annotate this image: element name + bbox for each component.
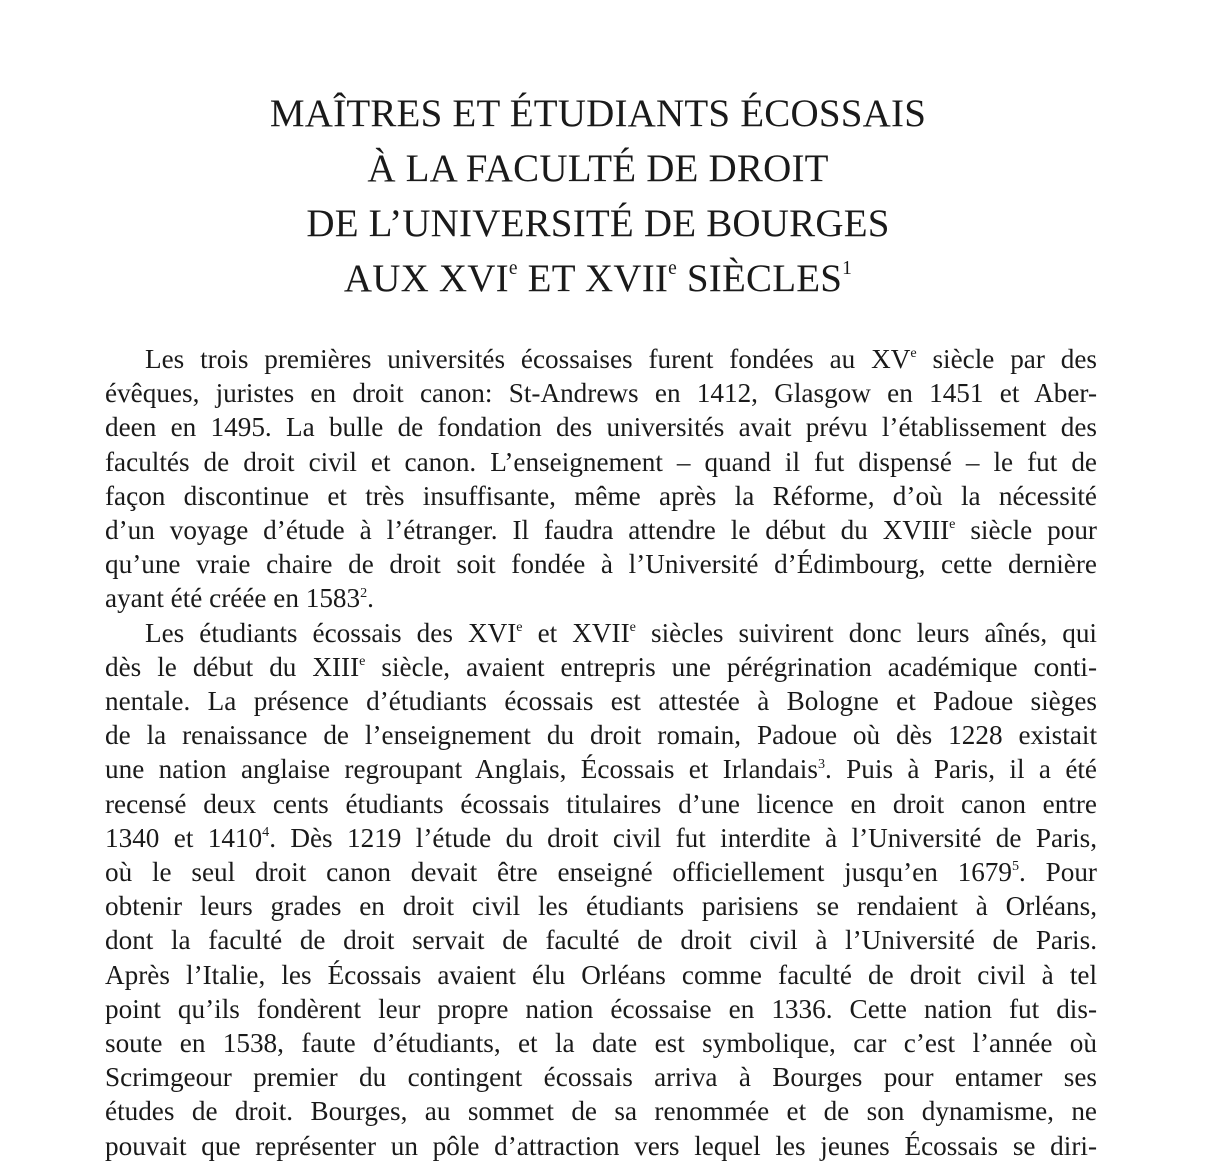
- superscript: e: [359, 653, 366, 670]
- footnote-ref: 2: [360, 584, 368, 601]
- text-line: [105, 581, 1097, 615]
- text-run: où le seul droit canon devait être enseigné officiellement jusqu’en 1679: [105, 857, 1012, 888]
- title-line-3: DE L’UNIVERSITÉ DE BOURGES: [306, 202, 890, 245]
- title-text: ET XVII: [517, 257, 669, 300]
- text-run: .: [367, 583, 374, 614]
- footnote-ref: 5: [1011, 858, 1020, 875]
- text-run: siècles suivirent donc leurs aînés, qui: [635, 617, 1097, 648]
- text-run: ayant été créée en 1583: [105, 583, 361, 614]
- text-line: soute en 1538, faute d’étudiants, et la date est symbolique, car c’est l’année où: [105, 1028, 1097, 1059]
- title-line-4: [0, 251, 1196, 306]
- text-line: [105, 342, 1097, 376]
- text-run: et XVII: [522, 617, 630, 648]
- title-line-2: À LA FACULTÉ DE DROIT: [367, 147, 829, 190]
- text-line: [105, 650, 1097, 684]
- text-line: [105, 855, 1097, 889]
- paragraph-1: [105, 342, 1097, 616]
- text-line: études de droit. Bourges, au sommet de sa renommée et de son dynamisme, ne: [105, 1096, 1097, 1127]
- title-text: AUX XVI: [343, 257, 509, 300]
- text-run: siècle, avaient entrepris une pérégrination académique conti-: [365, 651, 1097, 682]
- text-line: pouvait que représenter un pôle d’attraction vers lequel les jeunes Écossais se diri-: [105, 1130, 1097, 1161]
- text-line: [105, 821, 1097, 855]
- text-run: . Dès 1219 l’étude du droit civil fut interdite à l’Université de Paris,: [269, 822, 1098, 853]
- superscript: e: [910, 345, 917, 362]
- superscript: e: [508, 258, 518, 280]
- text-line: recensé deux cents étudiants écossais titulaires d’une licence en droit canon entre: [105, 788, 1097, 819]
- superscript: e: [516, 619, 523, 636]
- text-line: nentale. La présence d’étudiants écossais est attestée à Bologne et Padoue sièges: [105, 686, 1097, 717]
- text-line: [105, 752, 1097, 786]
- text-line: évêques, juristes en droit canon: St-Andrews en 1412, Glasgow en 1451 et Aber-: [105, 378, 1097, 409]
- text-line: façon discontinue et très insuffisante, même après la Réforme, d’où la nécessité: [105, 480, 1097, 511]
- text-run: siècle par des: [916, 344, 1097, 374]
- text-run: Les trois premières universités écossaises furent fondées au XV: [145, 344, 911, 374]
- text-line: Scrimgeour premier du contingent écossais arriva à Bourges pour entamer ses: [105, 1062, 1097, 1093]
- footnote-ref: 1: [842, 258, 853, 280]
- text-line: point qu’ils fondèrent leur propre nation écossaise en 1336. Cette nation fut dis-: [105, 993, 1097, 1024]
- superscript: e: [668, 258, 677, 280]
- superscript: e: [629, 619, 636, 636]
- paragraph-2: [105, 616, 1097, 1163]
- text-line: facultés de droit civil et canon. L’enseignement – quand il fut dispensé – le fut de: [105, 446, 1097, 477]
- text-run: d’un voyage d’étude à l’étranger. Il faudra attendre le début du XVIII: [105, 515, 950, 546]
- text-line: deen en 1495. La bulle de fondation des universités avait prévu l’établissement des: [105, 412, 1097, 443]
- text-line: [105, 513, 1097, 547]
- text-run: dès le début du XIII: [105, 651, 360, 682]
- text-run: siècle pour: [955, 515, 1097, 546]
- title-line-1: MAÎTRES ET ÉTUDIANTS ÉCOSSAIS: [269, 92, 927, 135]
- text-line: qu’une vraie chaire de droit soit fondée à l’Université d’Édimbourg, cette dernière: [105, 549, 1097, 580]
- article-body: [105, 342, 1097, 1163]
- text-run: . Pour: [1019, 857, 1097, 888]
- text-run: . Puis à Paris, il a été: [825, 754, 1098, 785]
- text-run: 1340 et 1410: [105, 822, 263, 853]
- footnote-ref: 4: [262, 824, 270, 841]
- article-title: [0, 86, 1196, 306]
- text-line: [105, 616, 1097, 650]
- text-run: Les étudiants écossais des XVI: [145, 617, 517, 648]
- text-line: de la renaissance de l’enseignement du droit romain, Padoue où dès 1228 existait: [105, 720, 1097, 751]
- text-run: une nation anglaise regroupant Anglais, Écossais et Irlandais: [105, 754, 818, 785]
- text-line: obtenir leurs grades en droit civil les étudiants parisiens se rendaient à Orléans,: [105, 891, 1097, 922]
- footnote-ref: 3: [817, 755, 825, 772]
- text-line: Après l’Italie, les Écossais avaient élu Orléans comme faculté de droit civil à tel: [105, 959, 1097, 990]
- title-text: SIÈCLES: [676, 257, 843, 300]
- text-line: dont la faculté de droit servait de faculté de droit civil à l’Université de Paris.: [105, 925, 1097, 956]
- superscript: e: [949, 516, 956, 533]
